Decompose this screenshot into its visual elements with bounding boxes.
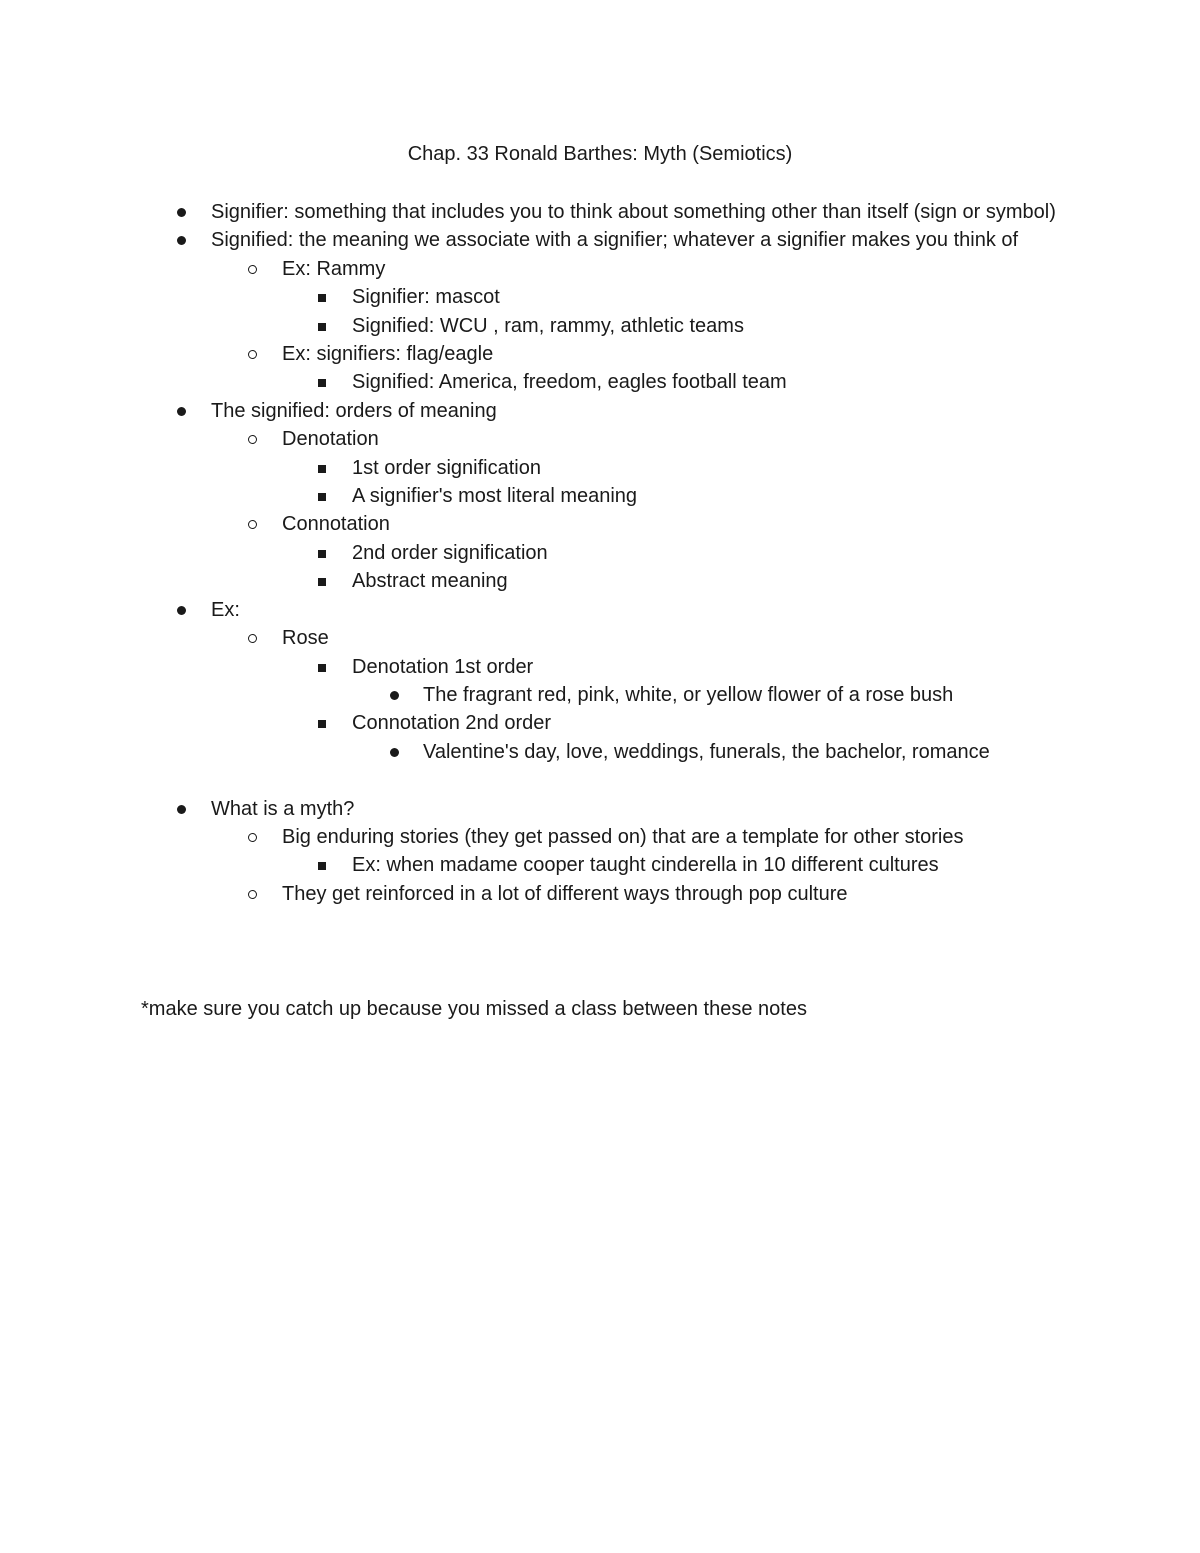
bullet-square-icon bbox=[318, 720, 326, 728]
list-item bbox=[0, 624, 1082, 652]
list-item bbox=[0, 653, 1132, 681]
list-item-text: A signifier's most literal meaning bbox=[352, 485, 638, 508]
list-item-text: Ex: signifiers: flag/eagle bbox=[282, 343, 494, 366]
blank-line bbox=[0, 766, 1200, 794]
list-item bbox=[0, 283, 1132, 311]
list-item bbox=[0, 312, 1132, 340]
list-item-text: Denotation 1st order bbox=[352, 655, 534, 678]
bullet-circle-icon bbox=[248, 520, 257, 529]
list-item bbox=[0, 340, 1082, 368]
list-item-text: What is a myth? bbox=[211, 797, 355, 820]
list-item bbox=[0, 738, 1163, 766]
list-item-text: Signified: America, freedom, eagles football team bbox=[352, 371, 787, 394]
bullet-square-icon bbox=[318, 294, 326, 302]
bullet-square-icon bbox=[318, 465, 326, 473]
list-item-text: Abstract meaning bbox=[352, 570, 508, 593]
list-item-text: They get reinforced in a lot of different ways through pop culture bbox=[282, 882, 848, 905]
list-item bbox=[0, 198, 1071, 226]
list-item-text: Connotation bbox=[282, 513, 390, 536]
list-item bbox=[0, 425, 1082, 453]
bullet-square-icon bbox=[318, 578, 326, 586]
list-item-text: Valentine's day, love, weddings, funerals, the bachelor, romance bbox=[423, 740, 990, 763]
list-item bbox=[0, 823, 1082, 851]
bullet-square-icon bbox=[318, 323, 326, 331]
list-item bbox=[0, 596, 1071, 624]
notes-list bbox=[0, 198, 1200, 908]
list-item bbox=[0, 226, 1071, 254]
list-item-text: Connotation 2nd order bbox=[352, 712, 552, 735]
list-item bbox=[0, 482, 1132, 510]
bullet-circle-icon bbox=[248, 634, 257, 643]
bullet-square-icon bbox=[318, 664, 326, 672]
list-item bbox=[0, 681, 1163, 709]
list-item bbox=[0, 880, 1082, 908]
list-item-text: The fragrant red, pink, white, or yellow flower of a rose bush bbox=[423, 683, 954, 706]
list-item-text: Rose bbox=[282, 627, 329, 650]
page-title: Chap. 33 Ronald Barthes: Myth (Semiotics) bbox=[407, 143, 793, 165]
list-item-text: Big enduring stories (they get passed on) that are a template for other stories bbox=[282, 825, 964, 848]
list-item bbox=[0, 709, 1132, 737]
list-item-text: 1st order signification bbox=[352, 456, 541, 479]
list-item bbox=[0, 368, 1132, 396]
bullet-circle-icon bbox=[248, 435, 257, 444]
list-item-text: Signifier: mascot bbox=[352, 286, 500, 309]
list-item bbox=[0, 795, 1071, 823]
bullet-circle-icon bbox=[248, 350, 257, 359]
list-item bbox=[0, 510, 1082, 538]
bullet-disc-icon bbox=[177, 407, 186, 416]
bullet-disc-icon bbox=[177, 236, 186, 245]
bullet-circle-icon bbox=[248, 833, 257, 842]
list-item-text: Signifier: something that includes you to think about something other than itself (sign or symbol) bbox=[211, 201, 1056, 223]
list-item bbox=[0, 454, 1132, 482]
bullet-disc-icon bbox=[177, 805, 186, 814]
list-item bbox=[0, 539, 1132, 567]
list-item-text: Signified: WCU , ram, rammy, athletic teams bbox=[352, 314, 744, 337]
list-item-text: The signified: orders of meaning bbox=[211, 399, 497, 422]
list-item-text: Signified: the meaning we associate with a signifier; whatever a signifier makes you think of bbox=[211, 229, 1019, 252]
list-item bbox=[0, 255, 1082, 283]
list-item-text: Ex: bbox=[211, 598, 240, 621]
list-item-text: 2nd order signification bbox=[352, 541, 548, 564]
bullet-disc-icon bbox=[177, 606, 186, 615]
bullet-disc-icon bbox=[390, 691, 399, 700]
bullet-square-icon bbox=[318, 493, 326, 501]
bullet-square-icon bbox=[318, 862, 326, 870]
list-item bbox=[0, 397, 1071, 425]
bullet-circle-icon bbox=[248, 265, 257, 274]
bullet-disc-icon bbox=[177, 208, 186, 217]
list-item-text: Denotation bbox=[282, 428, 379, 451]
list-item-text: Ex: Rammy bbox=[282, 257, 386, 280]
bullet-disc-icon bbox=[390, 748, 399, 757]
list-item bbox=[0, 851, 1132, 879]
bullet-square-icon bbox=[318, 550, 326, 558]
bullet-circle-icon bbox=[248, 890, 257, 899]
list-item-text: Ex: when madame cooper taught cinderella in 10 different cultures bbox=[352, 854, 939, 877]
bullet-square-icon bbox=[318, 379, 326, 387]
list-item bbox=[0, 567, 1132, 595]
footnote: *make sure you catch up because you missed a class between these notes bbox=[141, 998, 807, 1020]
